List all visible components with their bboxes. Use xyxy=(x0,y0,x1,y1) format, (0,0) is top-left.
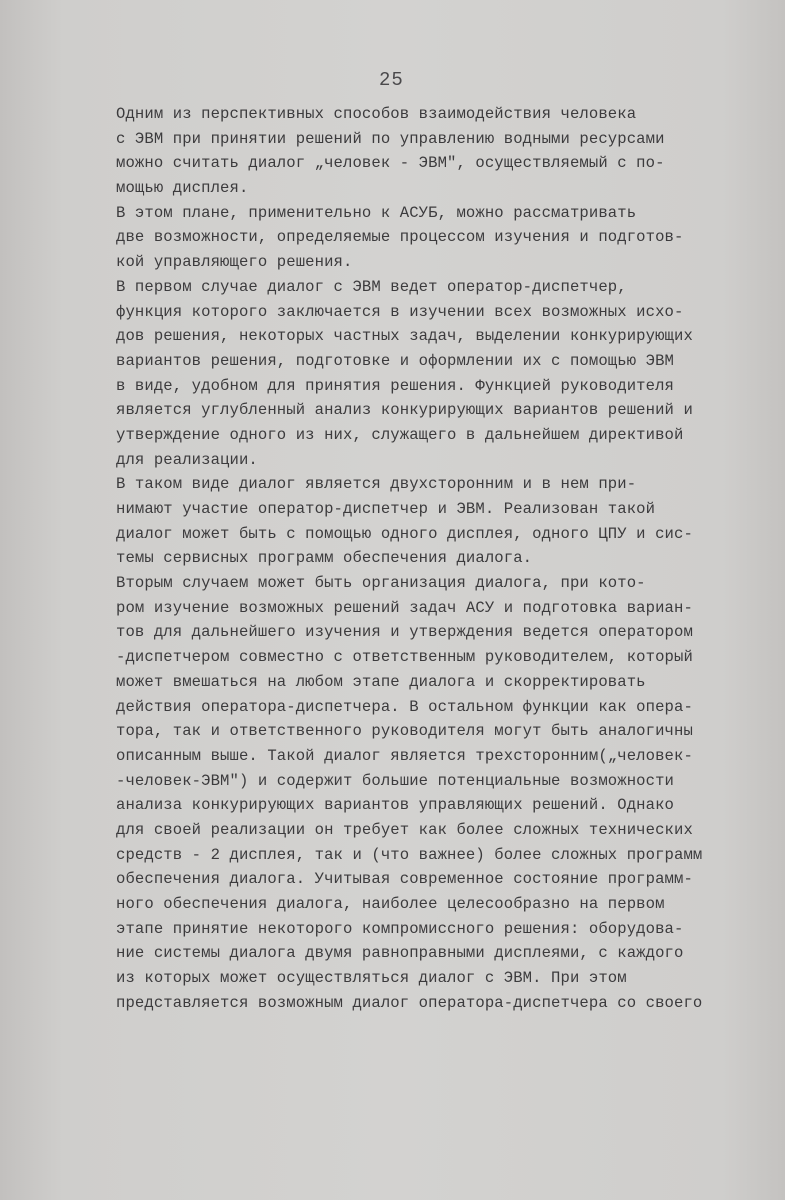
text-line: из которых может осуществляться диалог с ЭВМ. При этом xyxy=(116,969,627,988)
text-line: ние системы диалога двумя равноправными дисплеями, с каждого xyxy=(116,944,684,963)
text-line: кой управляющего решения. xyxy=(116,253,353,272)
body-text xyxy=(116,102,716,1015)
text-line: анализа конкурирующих вариантов управляющих решений. Однако xyxy=(116,796,675,815)
text-line: в виде, удобном для принятия решения. Функцией руководителя xyxy=(116,376,675,395)
text-line: дов решения, некоторых частных задач, выделении конкурирующих xyxy=(116,327,693,346)
text-line: обеспечения диалога. Учитывая современное состояние программ- xyxy=(116,870,693,889)
text-line: средств - 2 дисплея, так и (что важнее) более сложных программ xyxy=(116,845,703,864)
text-line: действия оператора-диспетчера. В остальном функции как опера- xyxy=(116,697,693,716)
page-number: 25 xyxy=(379,69,404,91)
text-line: тов для дальнейшего изучения и утверждения ведется оператором xyxy=(116,623,693,642)
text-line: -диспетчером совместно с ответственным руководителем, который xyxy=(116,648,693,667)
text-line: ного обеспечения диалога, наиболее целесообразно на первом xyxy=(116,895,665,913)
text-line: для реализации. xyxy=(116,450,258,469)
text-line: Вторым случаем может быть организация диалога, при кото- xyxy=(116,574,646,593)
text-line: диалог может быть с помощью одного дисплея, одного ЦПУ и сис- xyxy=(116,524,693,543)
text-line: В таком виде диалог является двухсторонним и в нем при- xyxy=(116,475,637,494)
text-line: можно считать диалог „человек - ЭВМ", осуществляемый с по- xyxy=(116,154,665,173)
text-line: с ЭВМ при принятии решений по управлению водными ресурсами xyxy=(116,129,665,148)
text-line: темы сервисных программ обеспечения диалога. xyxy=(116,549,533,568)
text-line: мощью дисплея. xyxy=(116,179,249,198)
text-line: описанным выше. Такой диалог является трехсторонним(„человек- xyxy=(116,746,693,765)
text-line: В этом плане, применительно к АСУБ, можно рассматривать xyxy=(116,203,637,222)
text-line: функция которого заключается в изучении всех возможных исхо- xyxy=(116,302,684,321)
text-line: -человек-ЭВМ") и содержит большие потенциальные возможности xyxy=(116,771,675,790)
text-line: тора, так и ответственного руководителя могут быть аналогичны xyxy=(116,722,693,741)
text-line: представляется возможным диалог оператора-диспетчера со своего xyxy=(116,993,703,1012)
text-line: может вмешаться на любом этапе диалога и скорректировать xyxy=(116,672,646,691)
text-line: В первом случае диалог с ЭВМ ведет оператор-диспетчер, xyxy=(116,277,627,296)
text-line: этапе принятие некоторого компромиссного решения: оборудова- xyxy=(116,919,684,938)
text-line: утверждение одного из них, служащего в дальнейшем директивой xyxy=(116,425,684,444)
text-line: нимают участие оператор-диспетчер и ЭВМ. Реализован такой xyxy=(116,500,656,518)
text-line: является углубленный анализ конкурирующих вариантов решений и xyxy=(116,401,693,420)
text-line: для своей реализации он требует как более сложных технических xyxy=(116,820,693,839)
text-line: ром изучение возможных решений задач АСУ и подготовка вариан- xyxy=(116,598,693,617)
text-line: вариантов решения, подготовке и оформлении их с помощью ЭВМ xyxy=(116,351,675,370)
text-line: Одним из перспективных способов взаимодействия человека xyxy=(116,105,637,123)
text-line: две возможности, определяемые процессом изучения и подготов- xyxy=(116,228,684,247)
